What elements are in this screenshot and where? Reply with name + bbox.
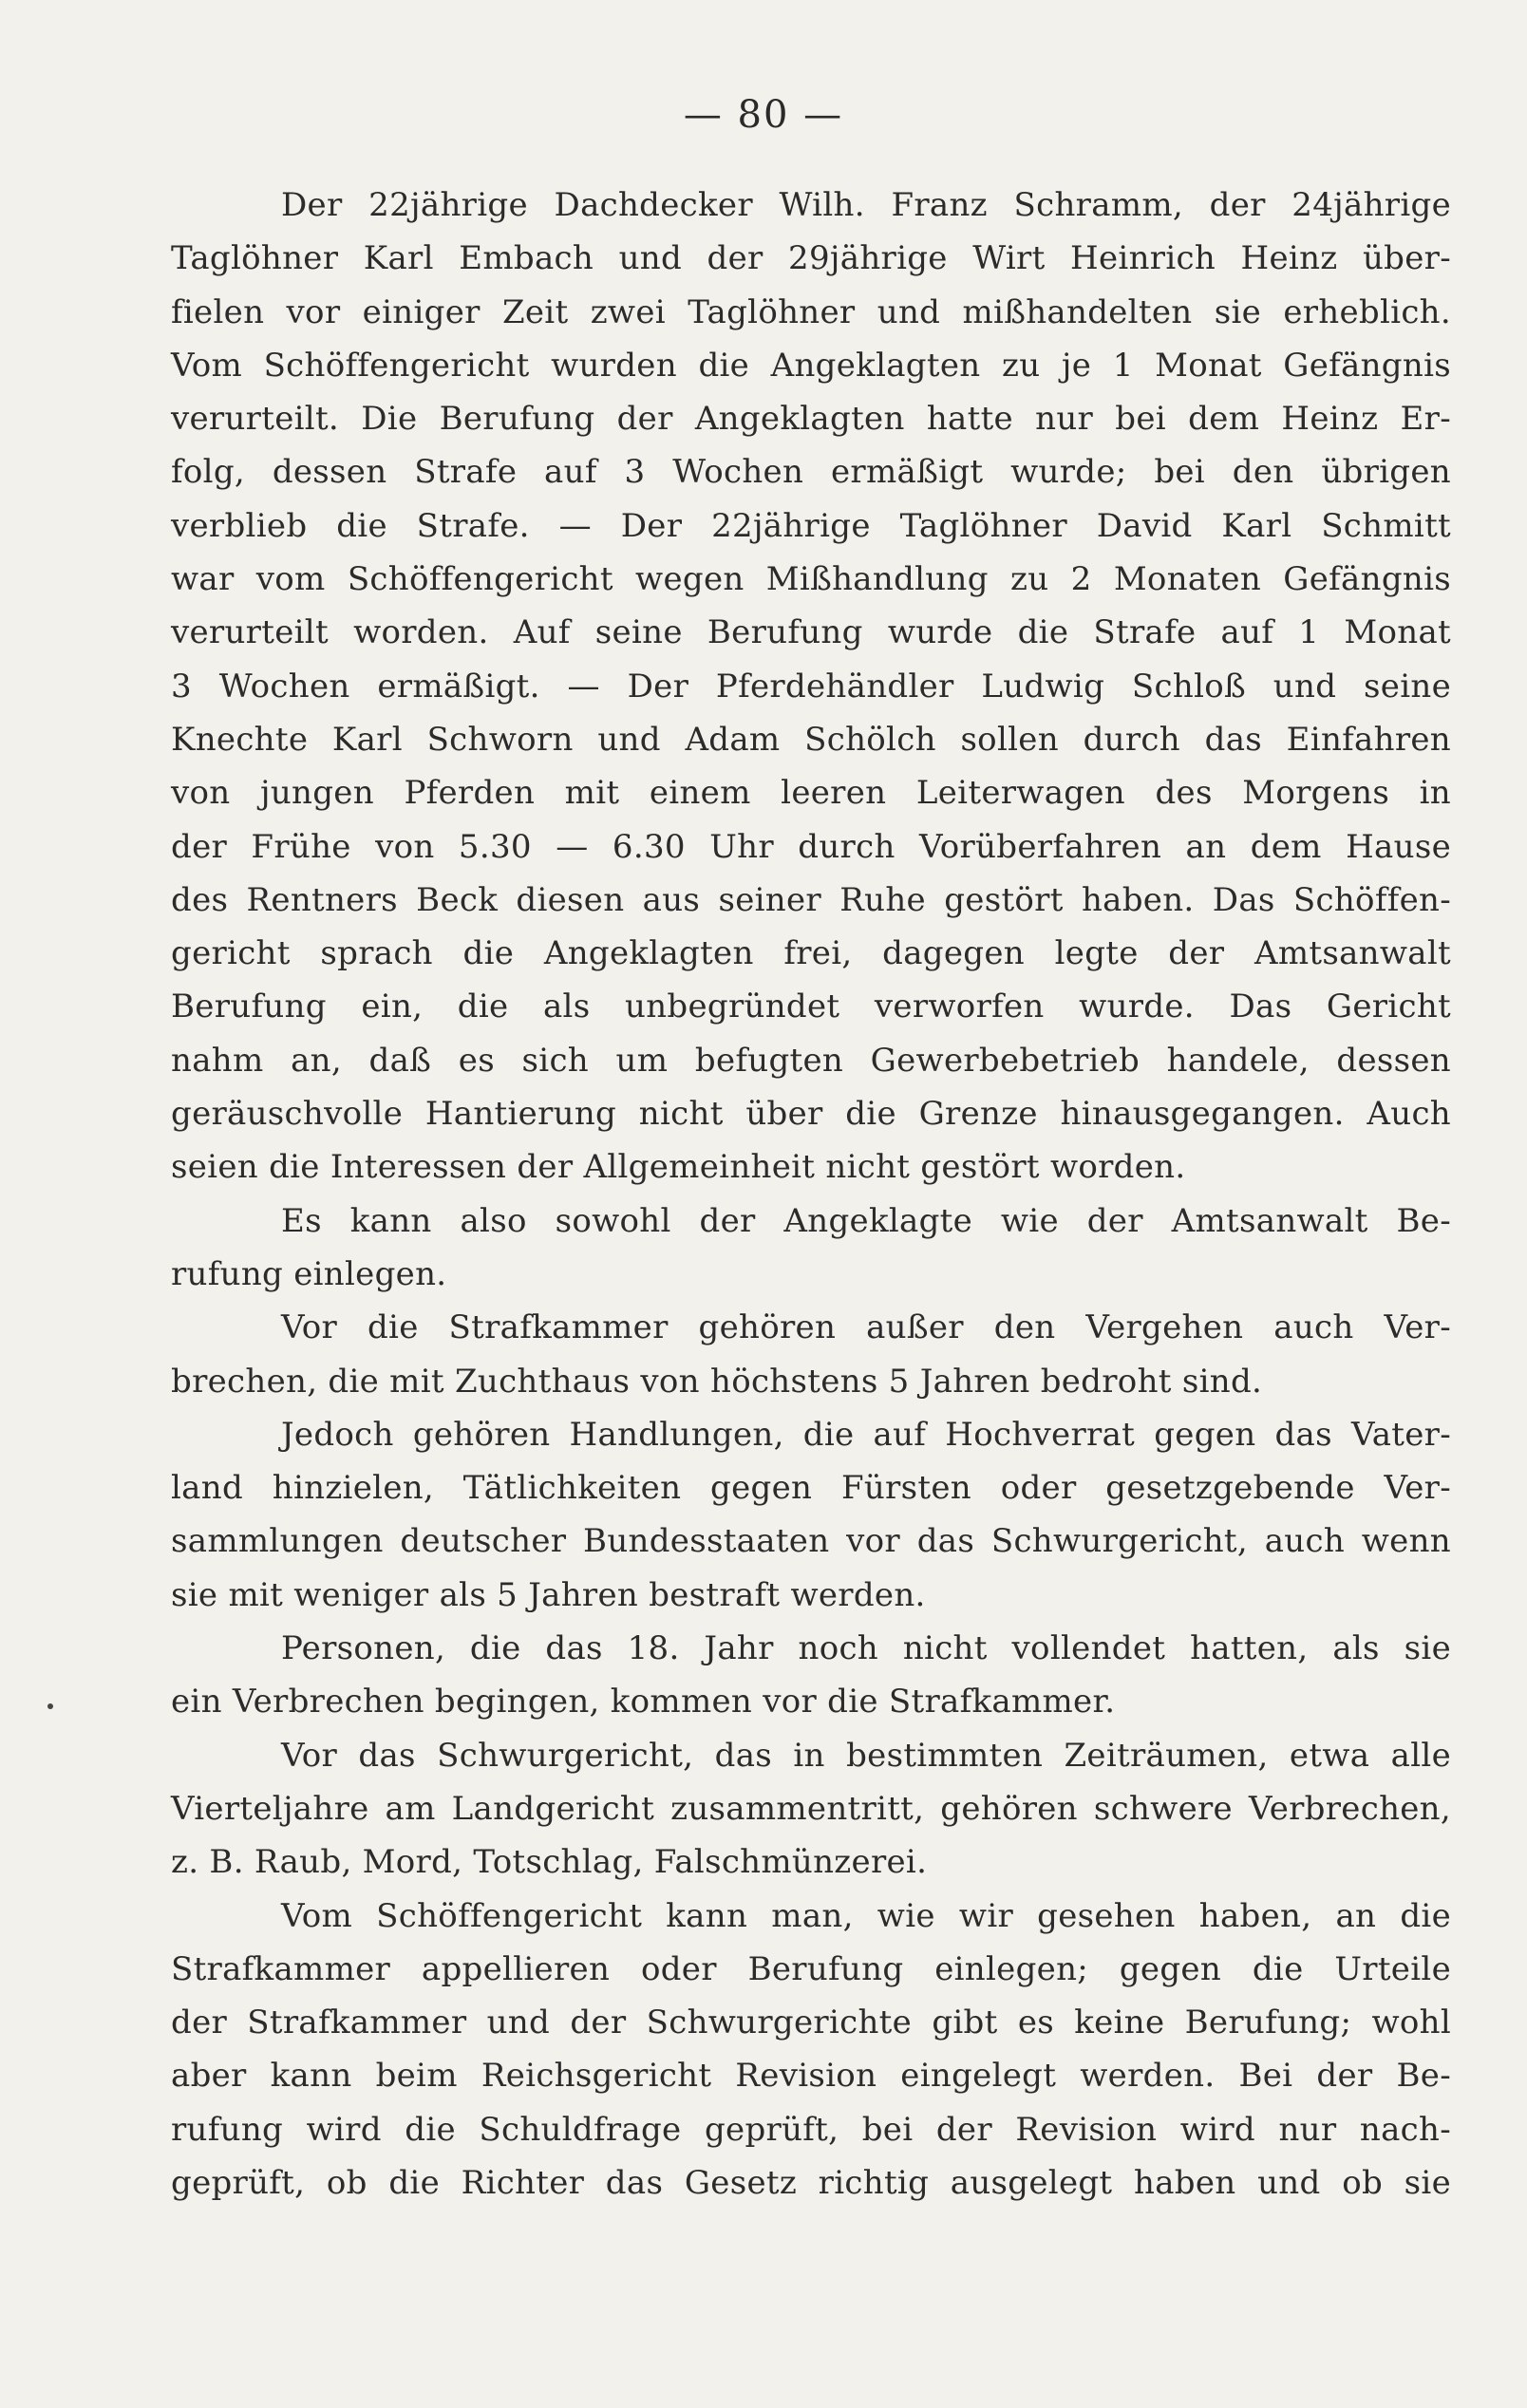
text-line: Personen, die das 18. Jahr noch nicht vollendet hatten, als sie	[281, 1629, 1451, 1668]
text-line: von jungen Pferden mit einem leeren Leiterwagen des Morgens in	[171, 774, 1451, 813]
text-line: z. B. Raub, Mord, Totschlag, Falschmünzerei.	[171, 1843, 928, 1882]
paragraph	[171, 1301, 1451, 1408]
text-line: der Strafkammer und der Schwurgerichte gibt es keine Berufung; wohl	[171, 2004, 1451, 2042]
paragraph	[171, 1195, 1451, 1302]
text-line: rufung einlegen.	[171, 1254, 447, 1293]
text-line: verblieb die Strafe. — Der 22jährige Taglöhner David Karl Schmitt	[171, 506, 1451, 545]
text-line: Vierteljahre am Landgericht zusammentritt, gehören schwere Verbrechen,	[171, 1789, 1451, 1828]
text-line: aber kann beim Reichsgericht Revision eingelegt werden. Bei der Be-	[171, 2057, 1451, 2096]
text-line: brechen, die mit Zuchthaus von höchstens 5 Jahren bedroht sind.	[171, 1362, 1263, 1401]
text-line: Vom Schöffengericht kann man, wie wir gesehen haben, an die	[281, 1896, 1451, 1935]
text-line: sammlungen deutscher Bundesstaaten vor das Schwurgericht, auch wenn	[171, 1522, 1451, 1561]
text-line: rufung wird die Schuldfrage geprüft, bei der Revision wird nur nach-	[171, 2110, 1451, 2149]
text-line: sie mit weniger als 5 Jahren bestraft werden.	[171, 1575, 926, 1614]
text-line: Knechte Karl Schworn und Adam Schölch sollen durch das Einfahren	[171, 720, 1451, 759]
paragraph	[171, 1408, 1451, 1622]
text-line: Vor die Strafkammer gehören außer den Vergehen auch Ver-	[281, 1308, 1451, 1347]
paragraph	[171, 1890, 1451, 2210]
text-line: seien die Interessen der Allgemeinheit nicht gestört worden.	[171, 1148, 1186, 1187]
text-line: Der 22jährige Dachdecker Wilh. Franz Schramm, der 24jährige	[281, 186, 1451, 224]
paragraph	[171, 179, 1451, 1195]
text-line: war vom Schöffengericht wegen Mißhandlung zu 2 Monaten Gefängnis	[171, 560, 1451, 599]
margin-speck	[47, 1703, 53, 1709]
text-line: land hinzielen, Tätlichkeiten gegen Fürsten oder gesetzgebende Ver-	[171, 1469, 1451, 1508]
text-line: des Rentners Beck diesen aus seiner Ruhe gestört haben. Das Schöffen-	[171, 880, 1451, 919]
text-line: Vor das Schwurgericht, das in bestimmten Zeiträumen, etwa alle	[281, 1736, 1451, 1775]
text-line: geprüft, ob die Richter das Gesetz richtig ausgelegt haben und ob sie	[171, 2163, 1451, 2202]
text-line: der Frühe von 5.30 — 6.30 Uhr durch Vorüberfahren an dem Hause	[171, 827, 1451, 866]
page-number: — 80 —	[683, 93, 844, 137]
text-line: Vom Schöffengericht wurden die Angeklagten zu je 1 Monat Gefängnis	[171, 346, 1451, 385]
body-text	[171, 179, 1451, 2210]
text-line: verurteilt. Die Berufung der Angeklagten hatte nur bei dem Heinz Er-	[171, 400, 1451, 439]
text-line: geräuschvolle Hantierung nicht über die Grenze hinausgegangen. Auch	[171, 1095, 1451, 1134]
paragraph	[171, 1729, 1451, 1890]
text-line: Berufung ein, die als unbegründet verworfen wurde. Das Gericht	[171, 988, 1451, 1026]
text-line: Es kann also sowohl der Angeklagte wie der Amtsanwalt Be-	[281, 1201, 1451, 1240]
text-line: Taglöhner Karl Embach und der 29jährige Wirt Heinrich Heinz über-	[171, 239, 1451, 278]
text-line: nahm an, daß es sich um befugten Gewerbebetrieb handele, dessen	[171, 1041, 1451, 1080]
text-line: ein Verbrechen begingen, kommen vor die Strafkammer.	[171, 1683, 1116, 1721]
text-line: 3 Wochen ermäßigt. — Der Pferdehändler Ludwig Schloß und seine	[171, 667, 1451, 705]
text-line: verurteilt worden. Auf seine Berufung wurde die Strafe auf 1 Monat	[171, 613, 1451, 652]
text-line: Jedoch gehören Handlungen, die auf Hochverrat gegen das Vater-	[281, 1415, 1451, 1454]
text-line: gericht sprach die Angeklagten frei, dagegen legte der Amtsanwalt	[171, 934, 1451, 973]
text-line: fielen vor einiger Zeit zwei Taglöhner und mißhandelten sie erheblich.	[171, 292, 1451, 331]
text-line: Strafkammer appellieren oder Berufung einlegen; gegen die Urteile	[171, 1949, 1451, 1988]
paragraph	[171, 1622, 1451, 1729]
text-line: folg, dessen Strafe auf 3 Wochen ermäßigt wurde; bei den übrigen	[171, 453, 1451, 492]
